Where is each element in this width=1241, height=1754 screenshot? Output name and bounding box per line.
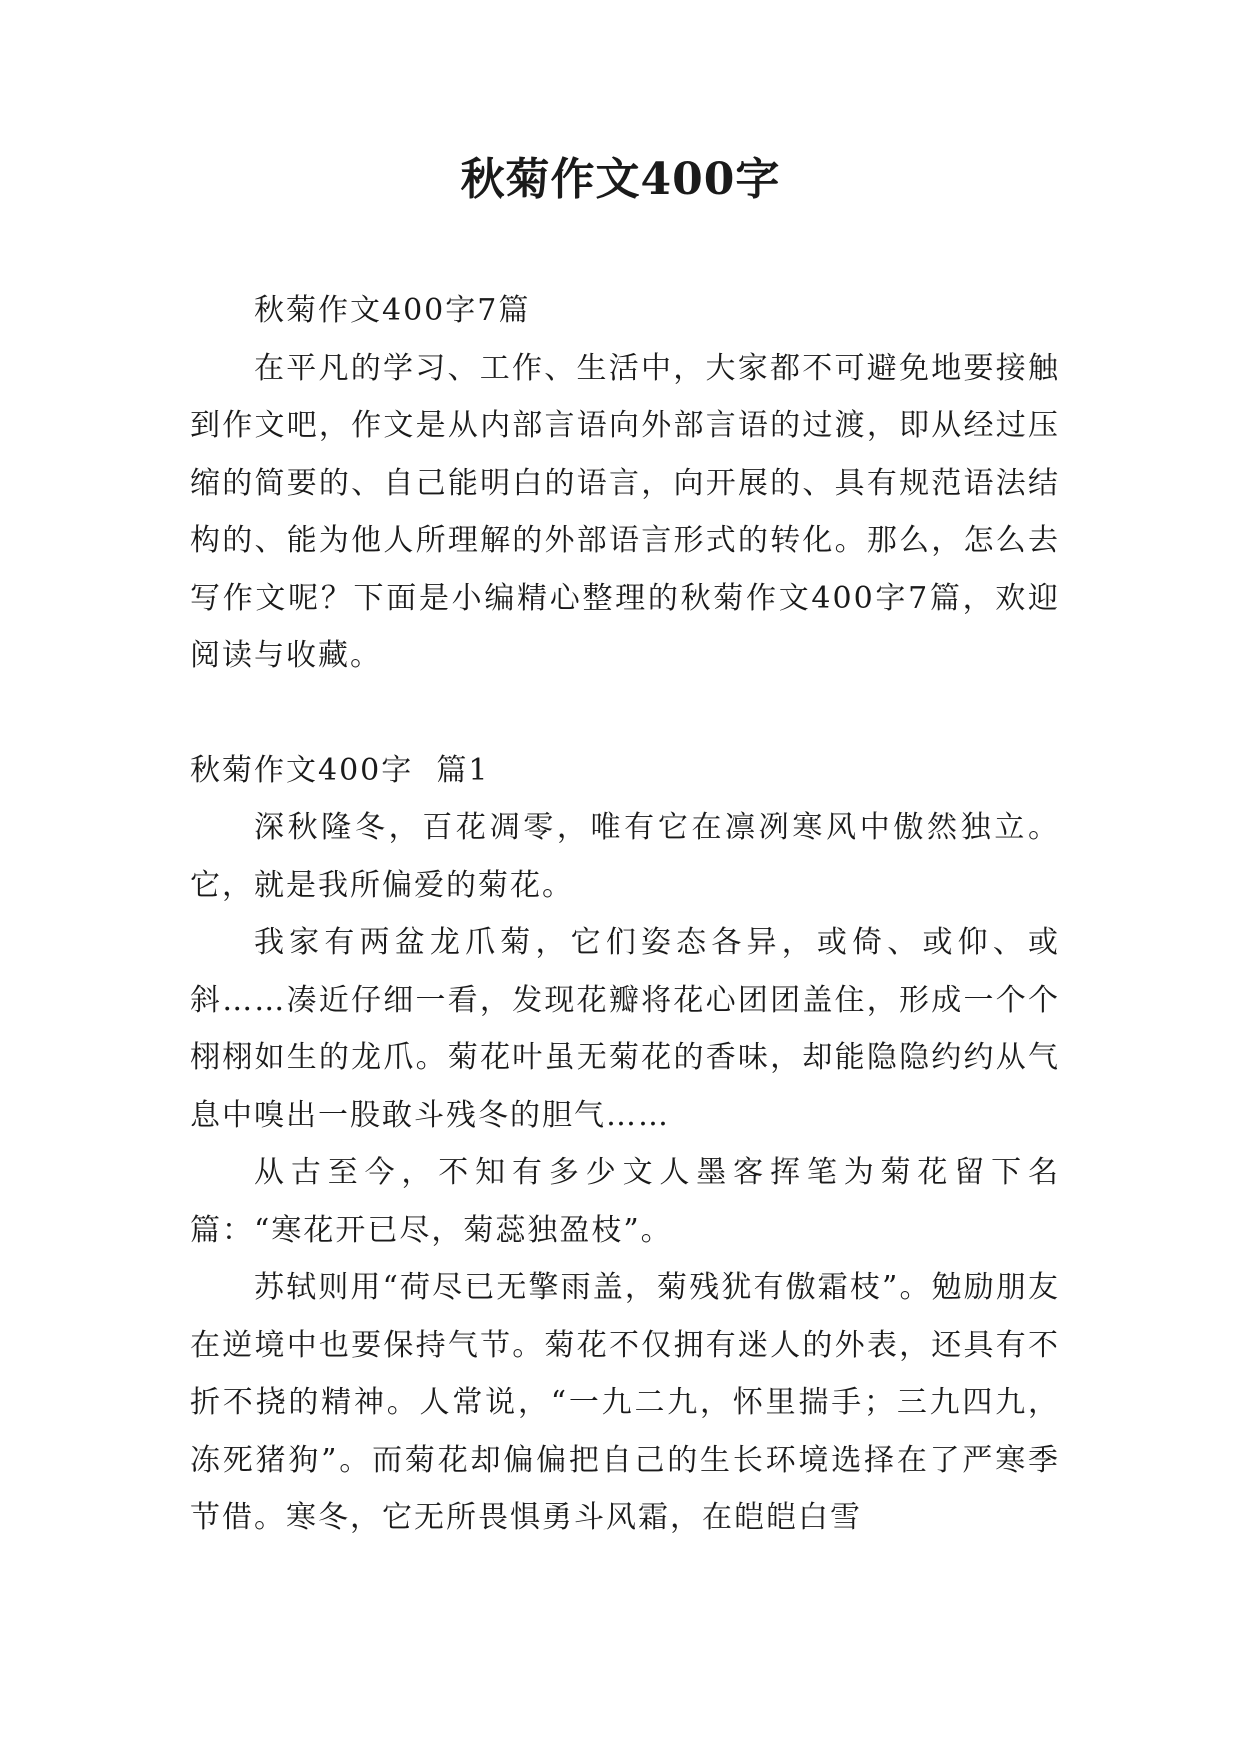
essay-paragraph-4: 苏轼则用“荷尽已无擎雨盖，菊残犹有傲霜枝”。勉励朋友在逆境中也要保持气节。菊花不仅拥有迷人的外表，还具有不折不挠的精神。人常说，“一九二九，怀里揣手；三九四九，冻死猪狗”。而菊花却偏偏把自己的生长环境选择在了严寒季节借。寒冬，它无所畏惧勇斗风霜，在皑皑白雪 bbox=[190, 1270, 1060, 1535]
essay-paragraph-1: 深秋隆冬，百花凋零，唯有它在凛冽寒风中傲然独立。它，就是我所偏爱的菊花。 bbox=[190, 810, 1060, 903]
document-title: 秋菊作文400字 bbox=[460, 154, 781, 205]
section-heading: 秋菊作文400字 篇1 bbox=[190, 752, 490, 788]
document-body bbox=[190, 282, 1060, 1547]
intro-paragraph: 在平凡的学习、工作、生活中，大家都不可避免地要接触到作文吧，作文是从内部言语向外部言语的过渡，即从经过压缩的简要的、自己能明白的语言，向开展的、具有规范语法结构的、能为他人所理解的外部语言形式的转化。那么，怎么去写作文呢？下面是小编精心整理的秋菊作文400字7篇，欢迎阅读与收藏。 bbox=[190, 350, 1060, 673]
essay-paragraph-3: 从古至今，不知有多少文人墨客挥笔为菊花留下名篇：“寒花开已尽，菊蕊独盈枝”。 bbox=[190, 1155, 1060, 1248]
document-subtitle: 秋菊作文400字7篇 bbox=[254, 293, 531, 328]
essay-paragraph-2: 我家有两盆龙爪菊，它们姿态各异，或倚、或仰、或斜……凑近仔细一看，发现花瓣将花心团团盖住，形成一个个栩栩如生的龙爪。菊花叶虽无菊花的香味，却能隐隐约约从气息中嗅出一股敢斗残冬的胆气…… bbox=[190, 925, 1060, 1133]
section-spacer bbox=[190, 685, 1060, 742]
